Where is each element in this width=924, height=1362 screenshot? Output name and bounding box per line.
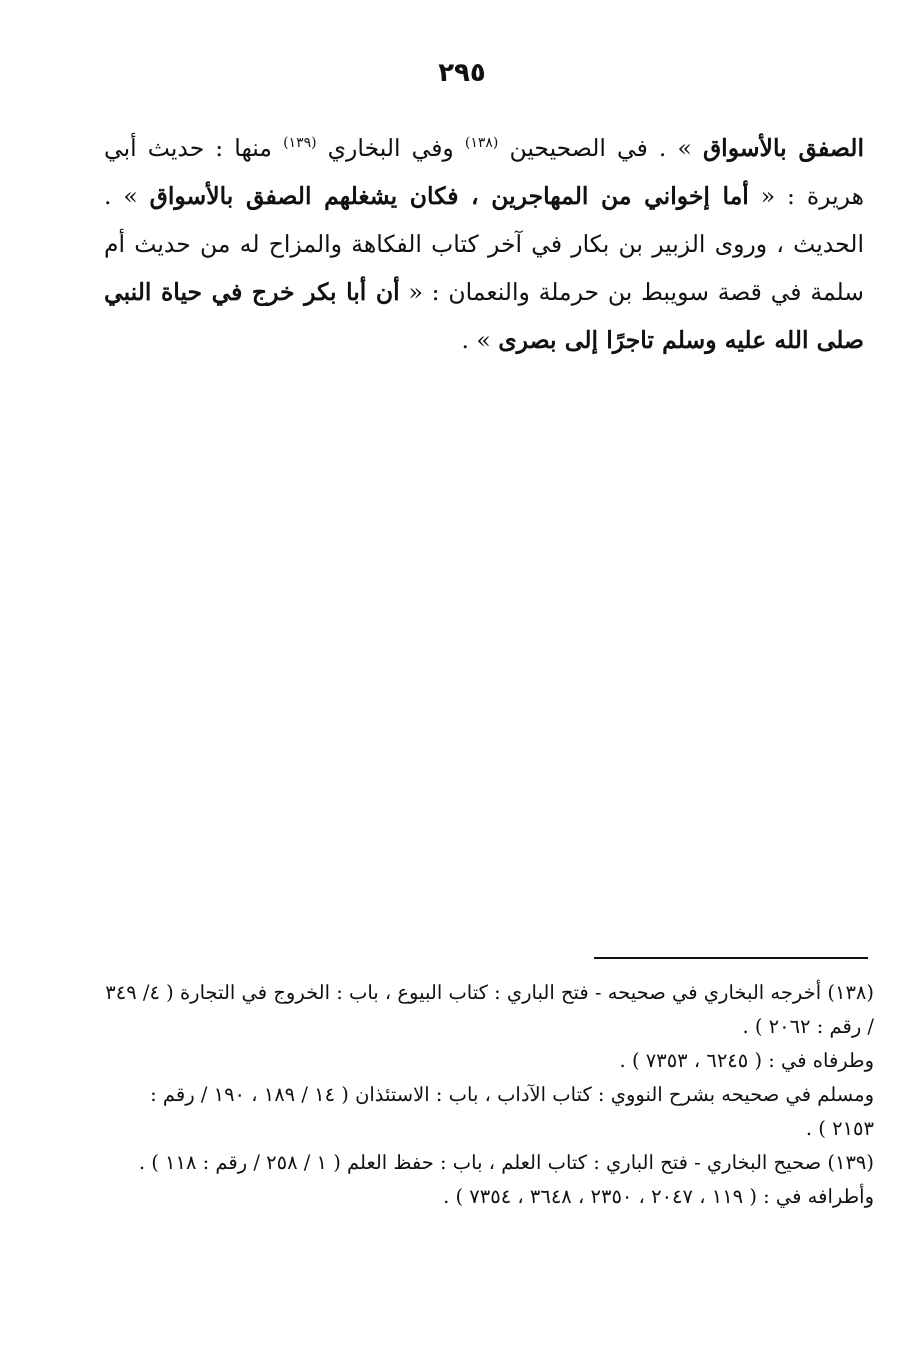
footnote-divider — [594, 957, 868, 959]
footnote-139-cross-ref: وأطرافه في : ( ١١٩ ، ٢٠٤٧ ، ٢٣٥٠ ، ٣٦٤٨ ، ٧٣٥٤ ) . — [443, 1185, 874, 1208]
text-segment-5: » . — [461, 326, 499, 354]
bold-phrase-1: الصفق بالأسواق — [702, 134, 865, 162]
main-paragraph — [104, 124, 864, 364]
footnote-138-cross-ref: وطرفاه في : ( ٦٢٤٥ ، ٧٣٥٣ ) . — [619, 1049, 874, 1072]
footnote-138-muslim: ومسلم في صحيحه بشرح النووي : كتاب الآداب ، باب : الاستئذان ( ١٤ / ١٨٩ ، ١٩٠ / رقم : ٢١٥٣ ) . — [150, 1083, 874, 1140]
footnotes — [104, 976, 874, 1214]
paragraph-1 — [104, 124, 864, 364]
footnote-ref-139: (١٣٩) — [283, 135, 317, 152]
bold-phrase-2: أما إخواني من المهاجرين ، فكان يشغلهم الصفق بالأسواق — [149, 182, 749, 210]
footnote-138: (١٣٨) أخرجه البخاري في صحيحه - فتح الباري : كتاب البيوع ، باب : الخروج في التجارة ( ٤/ ٣٤٩ / رقم : ٢٠٦٢ ) . — [105, 981, 874, 1038]
text-segment-4: » . الحديث ، وروى الزبير بن بكار في آخر كتاب الفكاهة والمزاح له من حديث أم سلمة في قصة سويبط بن حرملة والنعمان : « — [104, 182, 864, 306]
footnote-139: (١٣٩) صحيح البخاري - فتح الباري : كتاب العلم ، باب : حفظ العلم ( ١ / ٢٥٨ / رقم : ١١٨ ) . — [138, 1151, 874, 1174]
bold-phrase-3: أن أبا بكر خرج في حياة النبي صلى الله عليه وسلم تاجرًا إلى بصرى — [104, 278, 864, 354]
text-segment-2: وفي البخاري — [316, 134, 465, 162]
page-number: ٢٩٥ — [438, 58, 486, 88]
footnote-ref-138: (١٣٨) — [464, 135, 499, 152]
text-segment-1: » . في الصحيحين — [498, 134, 703, 162]
text-segment-3: منها : حديث أبي هريرة : « — [104, 134, 864, 210]
